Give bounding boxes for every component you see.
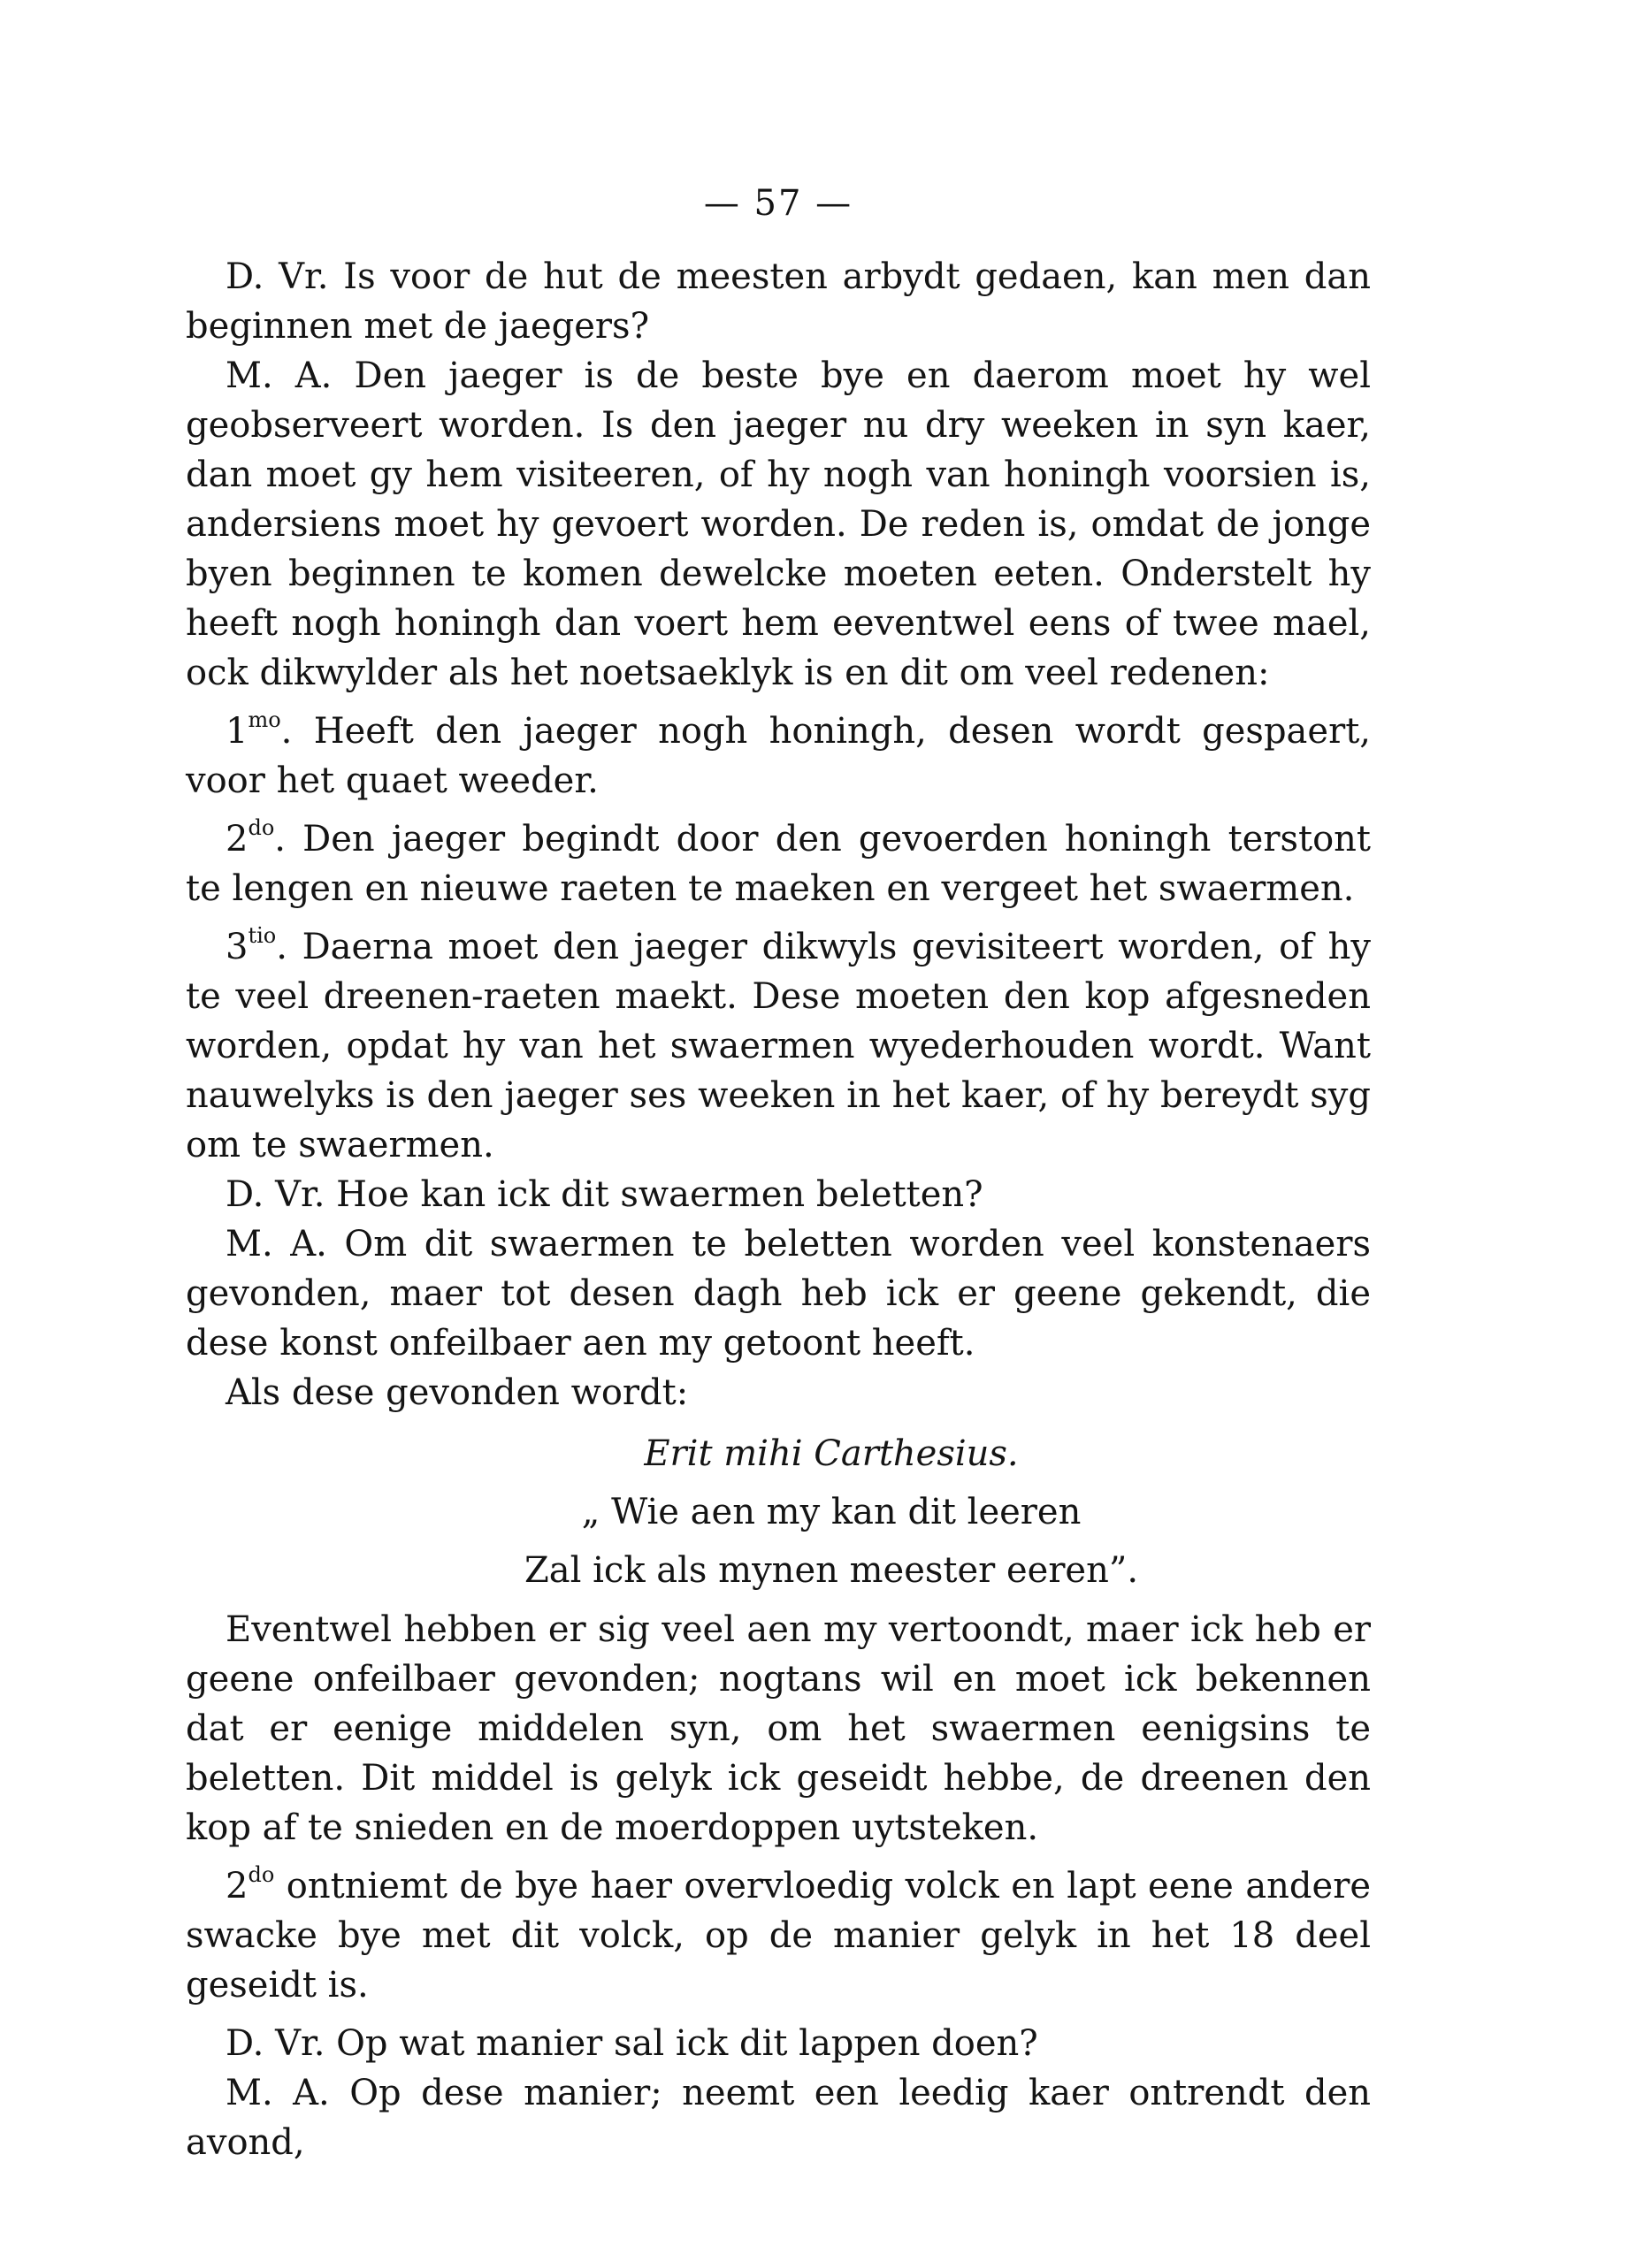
verse-line: Zal ick als mynen meester eeren”. [524, 1550, 1139, 1591]
paragraph-question-2: D. Vr. Hoe kan ick dit swaermen beletten? [226, 1174, 983, 1215]
paragraph-eventwel: Eventwel hebben er sig veel aen my vertoondt, maer ick heb er geene onfeilbaer gevonden; nogtans wil en moet ick bekennen dat er eenige middelen syn, om het swaermen eenigsins te beletten. Dit middel is gelyk ick geseidt hebbe, de dreenen den kop af te snieden en de moerdoppen uytsteken. [186, 1609, 1371, 1848]
body-text [186, 252, 1371, 2167]
ordinal-suffix: tio [248, 922, 277, 948]
ordinal-suffix: mo [248, 707, 281, 732]
verse-block [186, 1425, 1371, 1600]
ordinal-suffix: do [248, 814, 275, 840]
ordinal-text: ontniemt de bye haer overvloedig volck en lapt eene andere swacke bye met dit volck, op de manier gelyk in het 18 deel geseidt is. [186, 1866, 1371, 2006]
ordinal-item-1 [186, 707, 1371, 806]
paragraph-lead-in: Als dese gevonden wordt: [226, 1372, 689, 1413]
paragraph-answer-1: M. A. Den jaeger is de beste bye en daerom moet hy wel geobserveert worden. Is den jaeger nu dry weeken in syn kaer, dan moet gy hem visiteeren, of hy nogh van honingh voorsien is, andersiens moet hy gevoert worden. De reden is, omdat de jonge byen beginnen te komen dewelcke moeten eeten. Onderstelt hy heeft nogh honingh dan voert hem eeventwel eens of twee mael, ock dikwylder als het noetsaeklyk is en dit om veel redenen: [186, 355, 1371, 693]
ordinal-text: . Den jaeger begindt door den gevoerden honingh terstont te lengen en nieuwe raeten te maeken en vergeet het swaermen. [186, 819, 1371, 909]
ordinal-item-2-second [186, 1861, 1371, 2010]
ordinal-number: 2 [226, 819, 249, 860]
ordinal-text: . Daerna moet den jaeger dikwyls gevisiteert worden, of hy te veel dreenen-raeten maekt. Dese moeten den kop afgesneden worden, opdat hy van het swaermen wyederhouden wordt. Want nauwelyks is den jaeger ses weeken in het kaer, of hy bereydt syg om te swaermen. [186, 927, 1371, 1165]
ordinal-item-2 [186, 814, 1371, 913]
paragraph-answer-3: M. A. Op dese manier; neemt een leedig kaer ontrendt den avond, [186, 2073, 1371, 2163]
ordinal-number: 1 [226, 711, 249, 752]
paragraph-question-3: D. Vr. Op wat manier sal ick dit lappen doen? [226, 2023, 1038, 2064]
ordinal-item-3 [186, 922, 1371, 1170]
paragraph-answer-2: M. A. Om dit swaermen te beletten worden veel konstenaers gevonden, maer tot desen dagh heb ick er geene gekendt, die dese konst onfeilbaer aen my getoont heeft. [186, 1224, 1371, 1364]
page-number: — 57 — [703, 183, 853, 224]
verse-attribution: Erit mihi Carthesius. [644, 1433, 1019, 1474]
paragraph-question-1: D. Vr. Is voor de hut de meesten arbydt gedaen, kan men dan beginnen met de jaegers? [186, 256, 1371, 347]
ordinal-number: 2 [226, 1866, 249, 1906]
verse-line: „ Wie aen my kan dit leeren [581, 1492, 1082, 1532]
ordinal-suffix: do [248, 1861, 275, 1887]
ordinal-number: 3 [226, 927, 249, 967]
ordinal-text: . Heeft den jaeger nogh honingh, desen wordt gespaert, voor het quaet weeder. [186, 711, 1371, 801]
